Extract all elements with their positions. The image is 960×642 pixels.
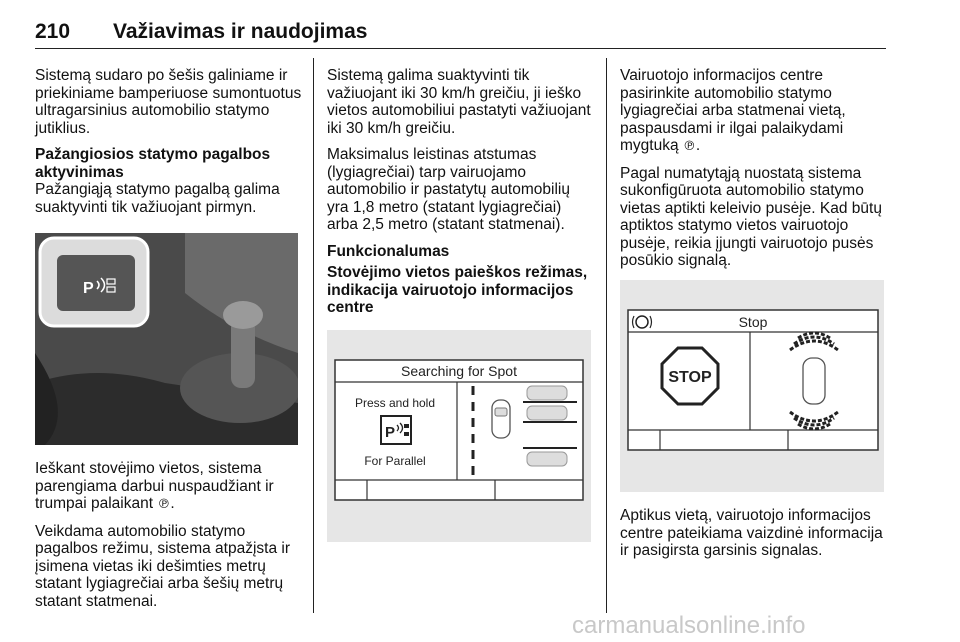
car-top-view	[492, 400, 510, 438]
paragraph: Aptikus vietą, vairuotojo informacijos centre pateikiama vaizdinė informacija ir pasigirsta garsinis signalas.	[620, 507, 883, 559]
paragraph: Pažangiąją statymo pagalbą galima suaktyvinti tik važiuojant pirmyn.	[35, 181, 280, 216]
display-title: Searching for Spot	[401, 363, 517, 379]
paragraph: Vairuotojo informacijos centre pasirinkite automobilio statymo lygiagrečiai arba statmenai vietą, paspausdami ir ilgai palaikydami mygtuką	[620, 67, 846, 154]
park-button-icon: P	[385, 424, 396, 441]
paragraph: Pagal numatytąją nuostatą sistema sukonfigūruota automobilio statymo vietas aptikti keleivio pusėje. Kad būtų aptiktos statymo vietos vairuotojo pusėje, reikia įjungti vairuotojo pusės posūkio signalą.	[620, 164, 882, 269]
paragraph: Maksimalus leistinas atstumas (lygiagrečiai) tarp vairuojamo automobilio ir pastatytų automobilių yra 1,8 metro (statant lygiagrečiai) arba 2,5 metro (statant statmenai).	[327, 146, 570, 233]
dic-search-display	[327, 330, 591, 542]
park-button-label: P	[83, 280, 94, 297]
parking-button-icon: ℗	[682, 139, 696, 154]
column-3: Vairuotojo informacijos centre pasirinkite automobilio statymo lygiagrečiai arba statmenai vietą, paspausdami ir ilgai palaikydami mygtuką ℗. Pagal numatytąją nuostatą sistema sukonfigūruota automobilio statymo vietas aptikti keleivio pusėje. Kad būtų aptiktos statymo vietos vairuotojo pusėje, reikia įjungti vairuotojo pusės posūkio signalą.	[620, 67, 888, 279]
parking-button-icon: ℗	[157, 497, 171, 512]
paragraph: Sistemą galima suaktyvinti tik važiuojant iki 30 km/h greičiu, ji ieško vietos automobiliui pastatyti važiuojant iki 30 km/h greičiu.	[327, 67, 591, 137]
paragraph: Ieškant stovėjimo vietos, sistema parengiama darbui nuspaudžiant ir trumpai palaikant	[35, 460, 274, 512]
console-illustration	[35, 233, 298, 445]
console-photo	[35, 233, 298, 445]
page-header	[0, 0, 960, 50]
watermark: carmanualsonline.info	[572, 612, 806, 639]
section-heading: Funkcionalumas	[327, 242, 450, 260]
stop-sign-label: STOP	[668, 369, 712, 386]
column-3-lower	[620, 507, 888, 569]
display-instruction: For Parallel	[364, 454, 426, 468]
section-heading: Pažangiosios statymo pagalbos aktyvinimas	[35, 146, 271, 181]
column-2	[327, 67, 595, 317]
display-instruction: Press and hold	[354, 396, 436, 410]
page-title: Važiavimas ir naudojimas	[113, 20, 368, 43]
paragraph: Veikdama automobilio statymo pagalbos režimu, sistema atpažįsta ir įsimena vietas iki dešimties metrų statant lygiagrečiai arba šešių metrų statant statmenai.	[35, 522, 291, 610]
header-rule	[35, 48, 886, 49]
stop-sign-icon	[662, 348, 718, 404]
display-title: Stop	[738, 314, 768, 330]
dic-stop-display	[620, 280, 884, 492]
page-number: 210	[35, 20, 71, 43]
column-1	[35, 67, 303, 225]
column-divider	[606, 58, 607, 613]
subsection-heading: Stovėjimo vietos paieškos režimas, indikacija vairuotojo informacijos centre	[327, 264, 588, 316]
column-1-lower: Ieškant stovėjimo vietos, sistema parengiama darbui nuspaudžiant ir trumpai palaikant ℗. Veikdama automobilio statymo pagalbos režimu, sistema atpažįsta ir įsimena vietas iki dešimties metrų statant lygiagrečiai arba šešių metrų statant statmenai.	[35, 460, 303, 619]
column-divider	[313, 58, 314, 613]
paragraph: Sistemą sudaro po šešis galiniame ir priekiniame bamperiuose sumontuotus ultragarsinius automobilio statymo jutiklius.	[35, 67, 302, 137]
